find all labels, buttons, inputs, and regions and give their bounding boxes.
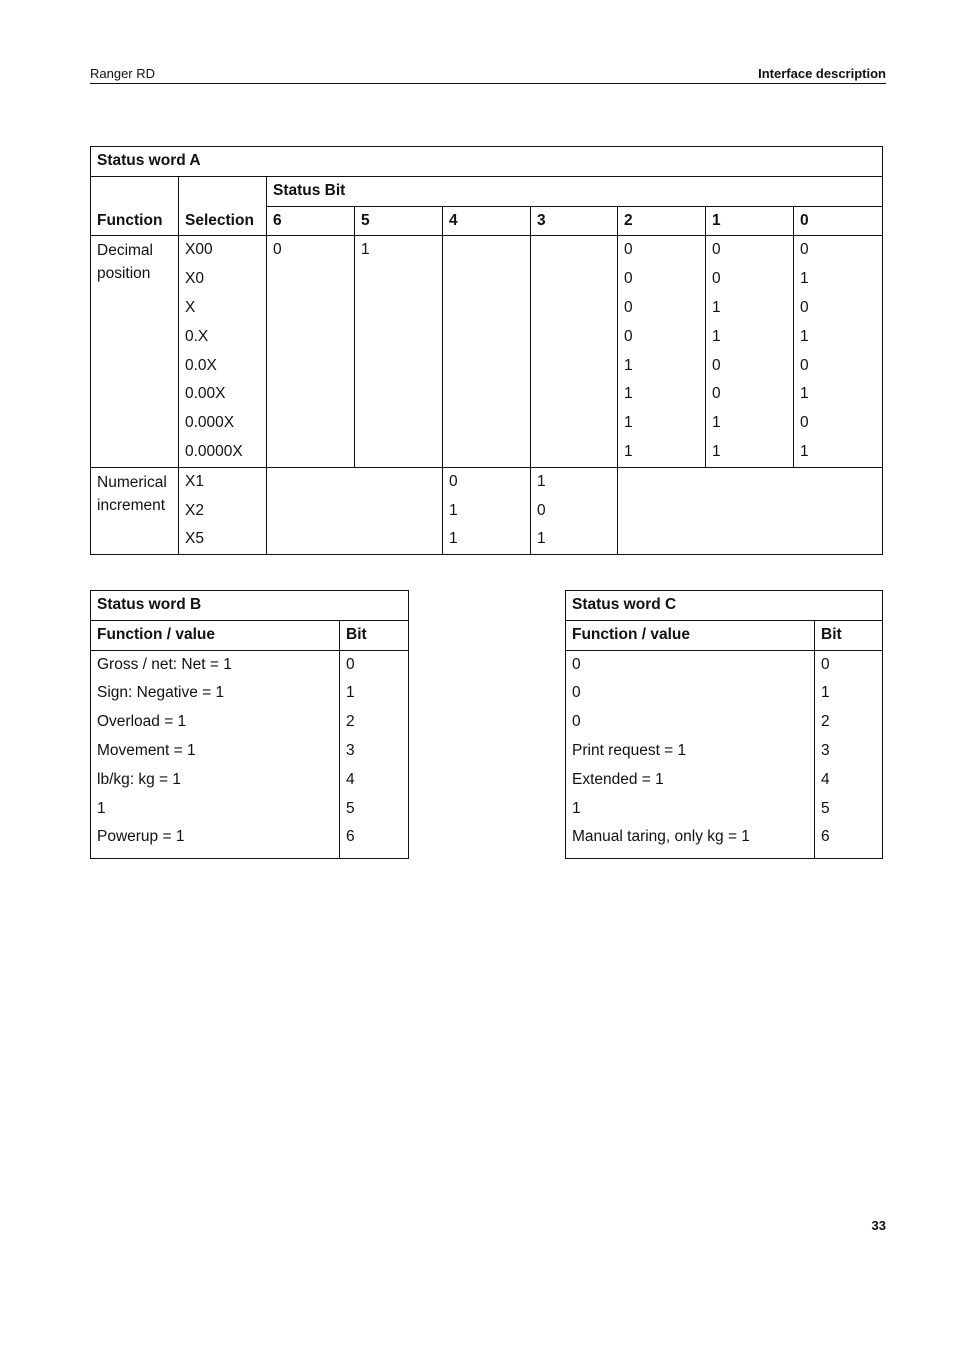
- decimal-bit-5-value: 1: [361, 241, 370, 259]
- decimal-bit-6-value: 0: [273, 241, 282, 259]
- decimal-position-label: Decimal position: [97, 242, 153, 283]
- increment-bits-2-0: [618, 467, 883, 554]
- decimal-bit-5: [355, 236, 443, 467]
- selection-0x: 0.X: [185, 327, 209, 345]
- bit-4-header: 4: [443, 206, 531, 236]
- bit-6-header: 6: [267, 206, 355, 236]
- function-header: Function: [91, 176, 179, 236]
- table-row: lb/kg: kg = 1: [97, 770, 182, 788]
- status-word-a-title: Status word A: [91, 147, 883, 177]
- bit-value: 4: [346, 770, 355, 788]
- increment-bit-3-value: 1: [537, 530, 546, 548]
- decimal-bit-1-value: 0: [712, 385, 721, 403]
- decimal-bit-2-value: 1: [624, 414, 633, 432]
- numerical-increment-row: [91, 467, 883, 554]
- decimal-position-row: [91, 236, 883, 467]
- status-word-b-function-header: Function / value: [91, 620, 340, 650]
- increment-bit-4-value: 1: [449, 501, 458, 519]
- bit-2-header: 2: [618, 206, 706, 236]
- table-row: 0: [572, 684, 581, 702]
- status-word-b-title: Status word B: [91, 591, 409, 621]
- decimal-position-function: [91, 236, 179, 467]
- bit-value: 5: [821, 799, 830, 817]
- increment-bit-3: [531, 467, 618, 554]
- bit-3-header: 3: [531, 206, 618, 236]
- decimal-bit-1: [706, 236, 794, 467]
- status-word-c-bits: [815, 650, 883, 859]
- bit-value: 4: [821, 770, 830, 788]
- decimal-position-selections: [179, 236, 267, 467]
- header-divider: [90, 83, 886, 84]
- increment-bit-3-value: 0: [537, 501, 546, 519]
- table-row: 1: [572, 799, 581, 817]
- numerical-increment-function: [91, 467, 179, 554]
- increment-bit-4-value: 1: [449, 530, 458, 548]
- bit-value: 0: [821, 655, 830, 673]
- bit-value: 6: [821, 828, 830, 846]
- decimal-bit-0-value: 1: [800, 270, 809, 288]
- numerical-increment-selections: [179, 467, 267, 554]
- decimal-bit-4: [443, 236, 531, 467]
- bit-value: 2: [346, 713, 355, 731]
- status-word-c-bit-header: Bit: [815, 620, 883, 650]
- status-word-c-table: [565, 590, 883, 859]
- decimal-bit-2-value: 0: [624, 298, 633, 316]
- decimal-bit-6: [267, 236, 355, 467]
- table-row: Manual taring, only kg = 1: [572, 828, 750, 846]
- decimal-bit-0-value: 0: [800, 241, 809, 259]
- decimal-bit-0-value: 1: [800, 327, 809, 345]
- bit-value: 3: [346, 741, 355, 759]
- selection-00x: 0.0X: [185, 356, 217, 374]
- decimal-bit-2-value: 0: [624, 241, 633, 259]
- bit-0-header: 0: [794, 206, 883, 236]
- selection-x0: X0: [185, 270, 204, 288]
- selection-header: Selection: [179, 176, 267, 236]
- table-row: Print request = 1: [572, 741, 687, 759]
- decimal-bit-0-value: 0: [800, 414, 809, 432]
- status-word-b-table: [90, 590, 409, 859]
- decimal-bit-1-value: 1: [712, 298, 721, 316]
- increment-bit-4-value: 0: [449, 472, 458, 490]
- bit-value: 6: [346, 828, 355, 846]
- status-bit-header: Status Bit: [267, 176, 883, 206]
- status-word-b-bits: [340, 650, 409, 859]
- selection-0000x: 0.000X: [185, 414, 235, 432]
- decimal-bit-0-value: 1: [800, 442, 809, 460]
- decimal-bit-1-value: 1: [712, 442, 721, 460]
- decimal-bit-2-value: 1: [624, 385, 633, 403]
- decimal-bit-1-value: 1: [712, 327, 721, 345]
- selection-x2: X2: [185, 501, 204, 519]
- selection-x: X: [185, 298, 196, 316]
- bit-value: 0: [346, 655, 355, 673]
- decimal-bit-2-value: 1: [624, 356, 633, 374]
- bit-value: 5: [346, 799, 355, 817]
- selection-x5: X5: [185, 530, 204, 548]
- decimal-bit-2: [618, 236, 706, 467]
- decimal-bit-0: [794, 236, 883, 467]
- table-row: Extended = 1: [572, 770, 664, 788]
- bit-value: 3: [821, 741, 830, 759]
- decimal-bit-2-value: 0: [624, 270, 633, 288]
- table-row: Overload = 1: [97, 713, 187, 731]
- table-row: Powerup = 1: [97, 828, 185, 846]
- decimal-bit-1-value: 0: [712, 241, 721, 259]
- status-word-a-table: [90, 146, 883, 555]
- status-word-c-title: Status word C: [566, 591, 883, 621]
- table-row: Movement = 1: [97, 741, 196, 759]
- decimal-bit-2-value: 0: [624, 327, 633, 345]
- increment-bit-4: [443, 467, 531, 554]
- table-row: 1: [97, 799, 106, 817]
- decimal-bit-1-value: 0: [712, 270, 721, 288]
- selection-x00: X00: [185, 241, 213, 259]
- selection-000x: 0.00X: [185, 385, 226, 403]
- bit-5-header: 5: [355, 206, 443, 236]
- decimal-bit-0-value: 0: [800, 298, 809, 316]
- decimal-bit-0-value: 1: [800, 385, 809, 403]
- status-word-c-functions: [566, 650, 815, 859]
- page-number: 33: [871, 1218, 886, 1233]
- decimal-bit-1-value: 1: [712, 414, 721, 432]
- table-row: 0: [572, 713, 581, 731]
- bit-value: 2: [821, 713, 830, 731]
- increment-bits-6-5: [267, 467, 443, 554]
- status-word-c-function-header: Function / value: [566, 620, 815, 650]
- bit-value: 1: [821, 684, 830, 702]
- numerical-increment-label: Numerical increment: [97, 473, 167, 514]
- increment-bit-3-value: 1: [537, 472, 546, 490]
- status-word-b-bit-header: Bit: [340, 620, 409, 650]
- table-row: Gross / net: Net = 1: [97, 655, 232, 673]
- table-row: 0: [572, 655, 581, 673]
- decimal-bit-3: [531, 236, 618, 467]
- header-product-name: Ranger RD: [90, 66, 156, 81]
- bit-1-header: 1: [706, 206, 794, 236]
- status-word-b-functions: [91, 650, 340, 859]
- decimal-bit-2-value: 1: [624, 442, 633, 460]
- table-row: Sign: Negative = 1: [97, 684, 225, 702]
- decimal-bit-1-value: 0: [712, 356, 721, 374]
- selection-x1: X1: [185, 472, 204, 490]
- selection-00000x: 0.0000X: [185, 442, 243, 460]
- header-section-title: Interface description: [758, 66, 886, 81]
- bit-value: 1: [346, 684, 355, 702]
- decimal-bit-0-value: 0: [800, 356, 809, 374]
